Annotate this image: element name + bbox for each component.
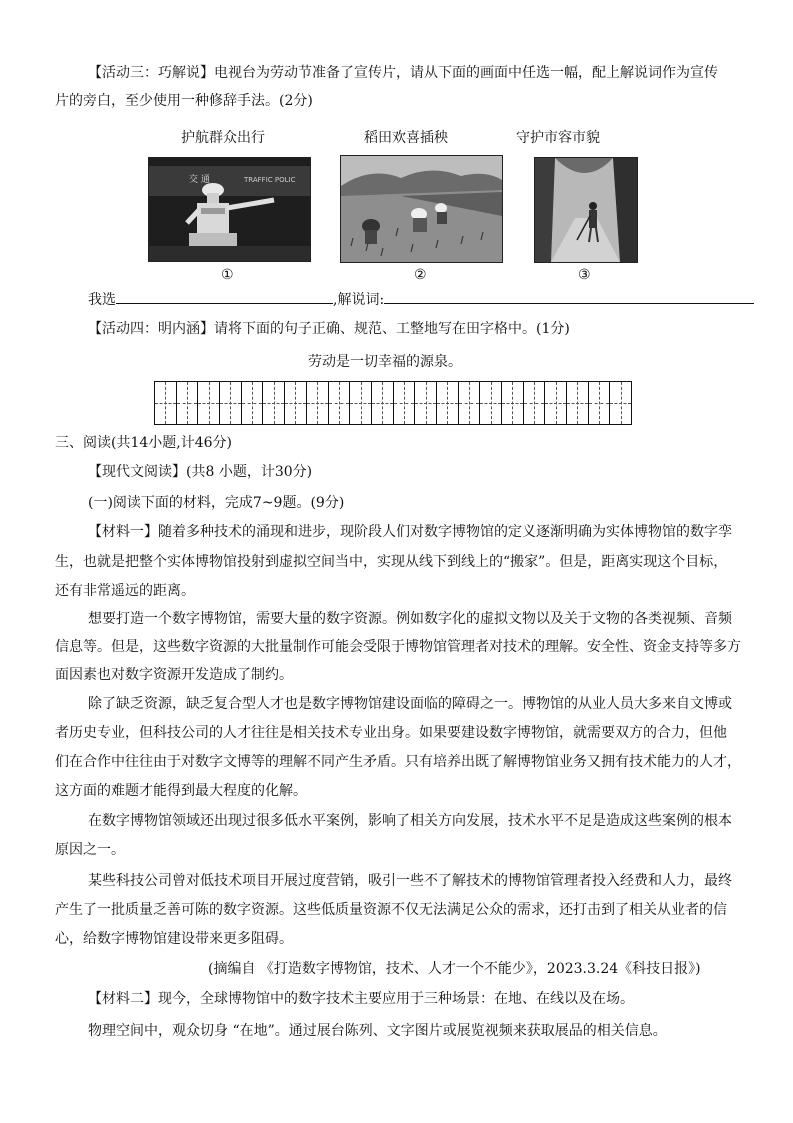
image2-caption: 稻田欢喜插秧 bbox=[364, 130, 448, 146]
subsection-heading: (一)阅读下面的材料，完成7~9题。(9分) bbox=[88, 495, 345, 511]
grid-cell[interactable] bbox=[566, 382, 588, 424]
grid-cell[interactable] bbox=[262, 382, 284, 424]
paragraph-line: 这方面的难题才能得到最大程度的化解。 bbox=[55, 783, 307, 799]
paragraph-line: 还有非常遥远的距离。 bbox=[55, 583, 195, 599]
grid-cell[interactable] bbox=[436, 382, 458, 424]
grid-cell[interactable] bbox=[219, 382, 241, 424]
paragraph-line: 产生了一批质量乏善可陈的数字资源。这些低质量资源不仅无法满足公众的需求，还打击到了相关从业者的信 bbox=[55, 902, 727, 918]
source-citation: (摘编自 《打造数字博物馆，技术、人才一个不能少》，2023.3.24《科技日报》) bbox=[208, 961, 701, 977]
grid-cell[interactable] bbox=[588, 382, 610, 424]
paragraph-line: 生，也就是把整个实体博物馆投射到虚拟空间当中，实现从线下到线上的“搬家”。但是，距离实现这个目标， bbox=[55, 554, 728, 570]
grid-cell[interactable] bbox=[371, 382, 393, 424]
street-sweeper-illustration bbox=[535, 158, 637, 262]
grid-cell[interactable] bbox=[393, 382, 415, 424]
image1-number: ① bbox=[221, 267, 234, 283]
choose-label: 我选 bbox=[88, 292, 116, 308]
grid-cell[interactable] bbox=[501, 382, 523, 424]
paragraph-line: 面因素也对数字资源开发造成了制约。 bbox=[55, 667, 293, 683]
material2-line2: 物理空间中，观众切身 “在地”。通过展台陈列、文字图片或展览视频来获取展品的相关信息。 bbox=[88, 1023, 667, 1039]
street-sweeper-photo bbox=[534, 157, 638, 263]
grid-cell[interactable] bbox=[328, 382, 350, 424]
grid-cell[interactable] bbox=[458, 382, 480, 424]
activity3-line2: 片的旁白，至少使用一种修辞手法。(2分) bbox=[55, 93, 313, 109]
paragraph-line: 原因之一。 bbox=[55, 842, 125, 858]
modern-reading-heading: 【现代文阅读】(共8 小题，计30分) bbox=[88, 464, 313, 480]
sign-text-en: TRAFFIC POLIC bbox=[244, 176, 296, 184]
activity4-sentence: 劳动是一切幸福的源泉。 bbox=[308, 354, 462, 370]
paragraph-line: 们在合作中往往由于对数字文博等的理解不同产生矛盾。只有培养出既了解博物馆业务又拥有技术能力的人才， bbox=[55, 754, 741, 770]
paragraph-line: 想要打造一个数字博物馆，需要大量的数字资源。例如数字化的虚拟文物以及关于文物的各类视频、音频 bbox=[88, 611, 732, 627]
paragraph-line: 【材料一】随着多种技术的涌现和进步，现阶段人们对数字博物馆的定义逐渐明确为实体博物馆的数字孪 bbox=[88, 524, 732, 540]
grid-cell[interactable] bbox=[155, 382, 176, 424]
image3-caption: 守护市容市貌 bbox=[516, 130, 600, 146]
activity4-instruction: 【活动四：明内涵】请将下面的句子正确、规范、工整地写在田字格中。(1分) bbox=[88, 321, 570, 337]
grid-cell[interactable] bbox=[349, 382, 371, 424]
grid-cell[interactable] bbox=[284, 382, 306, 424]
traffic-police-illustration bbox=[149, 158, 310, 261]
explanation-blank[interactable] bbox=[384, 289, 754, 304]
grid-cell[interactable] bbox=[306, 382, 328, 424]
grid-cell[interactable] bbox=[479, 382, 501, 424]
traffic-police-photo bbox=[148, 157, 311, 262]
section3-title: 三、阅读(共14小题,计46分) bbox=[55, 435, 233, 451]
image2-number: ② bbox=[414, 267, 427, 283]
paragraph-line: 者历史专业，但科技公司的人才往往是相关技术专业出身。如果要建设数字博物馆，就需要双方的合力，但他 bbox=[55, 725, 727, 741]
grid-cell[interactable] bbox=[241, 382, 263, 424]
activity3-line1: 【活动三：巧解说】电视台为劳动节准备了宣传片，请从下面的画面中任选一幅，配上解说词作为宣传 bbox=[88, 65, 718, 81]
grid-cell[interactable] bbox=[176, 382, 198, 424]
rice-planting-photo bbox=[340, 155, 503, 263]
choose-blank[interactable] bbox=[116, 289, 333, 304]
grid-cell[interactable] bbox=[197, 382, 219, 424]
tianzige-writing-grid[interactable] bbox=[154, 381, 632, 425]
rice-planting-illustration bbox=[341, 156, 502, 262]
grid-cell[interactable] bbox=[414, 382, 436, 424]
sign-text: 交 通 bbox=[189, 175, 210, 185]
answer-line bbox=[88, 289, 754, 309]
paragraph-line: 在数字博物馆领域还出现过很多低水平案例，影响了相关方向发展，技术水平不足是造成这些案例的根本 bbox=[88, 813, 732, 829]
material2-line1: 【材料二】现今，全球博物馆中的数字技术主要应用于三种场景：在地、在线以及在场。 bbox=[88, 991, 634, 1007]
image3-number: ③ bbox=[578, 267, 591, 283]
grid-cell[interactable] bbox=[544, 382, 566, 424]
explain-label: ,解说词: bbox=[333, 292, 385, 308]
image1-caption: 护航群众出行 bbox=[181, 130, 265, 146]
paragraph-line: 心，给数字博物馆建设带来更多阻碍。 bbox=[55, 931, 293, 947]
paragraph-line: 信息等。但是，这些数字资源的大批量制作可能会受限于博物馆管理者对技术的理解。安全性、资金支持等多方 bbox=[55, 639, 741, 655]
paragraph-line: 除了缺乏资源，缺乏复合型人才也是数字博物馆建设面临的障碍之一。博物馆的从业人员大多来自文博或 bbox=[88, 696, 732, 712]
paragraph-line: 某些科技公司曾对低技术项目开展过度营销，吸引一些不了解技术的博物馆管理者投入经费和人力，最终 bbox=[88, 873, 732, 889]
grid-cell[interactable] bbox=[523, 382, 545, 424]
grid-cell[interactable] bbox=[609, 382, 631, 424]
